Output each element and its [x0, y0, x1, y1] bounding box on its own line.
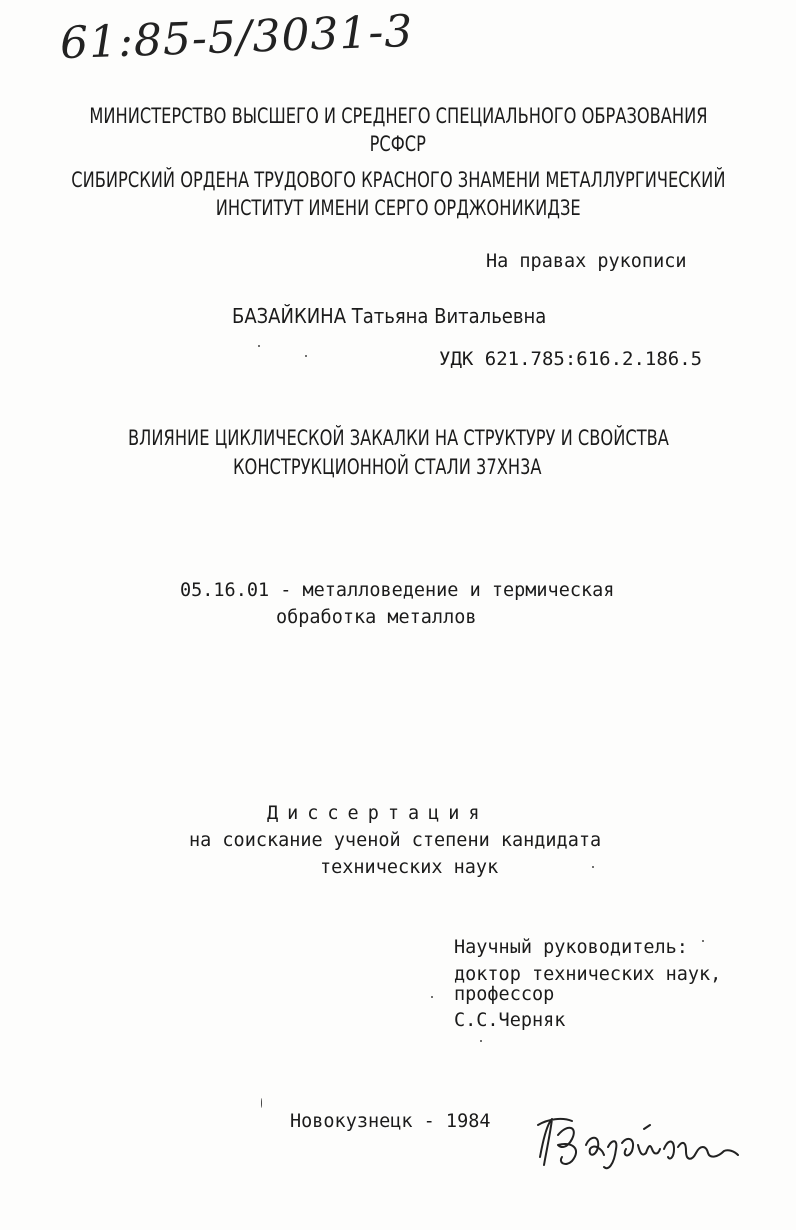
supervisor-label: Научный руководитель:	[454, 937, 688, 958]
specialty-line-1: 05.16.01 - металловедение и термическая	[180, 580, 615, 601]
ministry-line-1: МИНИСТЕРСТВО ВЫСШЕГО И СРЕДНЕГО СПЕЦИАЛЬНОГО ОБРАЗОВАНИЯ	[88, 104, 708, 128]
scan-speck	[431, 996, 433, 998]
manuscript-rights: На правах рукописи	[486, 251, 687, 272]
supervisor-title: профессор	[454, 984, 555, 1005]
udc-code: УДК 621.785:616.2.186.5	[439, 348, 703, 370]
scan-speck	[592, 866, 594, 868]
specialty-line-2: обработка металлов	[276, 607, 477, 628]
title-line-1: ВЛИЯНИЕ ЦИКЛИЧЕСКОЙ ЗАКАЛКИ НА СТРУКТУРУ И СВОЙСТВА	[127, 426, 669, 450]
author-name: БАЗАЙКИНА Татьяна Витальевна	[232, 304, 547, 328]
archive-number: 61:85-5/3031-3	[59, 5, 415, 70]
scan-speck	[305, 355, 307, 357]
scan-speck	[480, 1040, 482, 1042]
institute-line-1: СИБИРСКИЙ ОРДЕНА ТРУДОВОГО КРАСНОГО ЗНАМЕНИ МЕТАЛЛУРГИЧЕСКИЙ	[70, 168, 726, 192]
dissertation-heading: Диссертация	[267, 803, 489, 824]
scan-speck	[258, 345, 260, 347]
city-year: Новокузнецк - 1984	[290, 1111, 491, 1132]
dissertation-line-1: на соискание ученой степени кандидата	[189, 830, 602, 851]
scan-speck	[261, 1098, 262, 1108]
ministry-line-2: РСФСР	[369, 132, 427, 156]
supervisor-name: С.С.Черняк	[454, 1010, 566, 1031]
scan-speck	[702, 940, 704, 942]
title-line-2: КОНСТРУКЦИОННОЙ СТАЛИ 37ХН3А	[233, 455, 542, 479]
author-signature	[528, 1105, 748, 1175]
institute-line-2: ИНСТИТУТ ИМЕНИ СЕРГО ОРДЖОНИКИДЗЕ	[215, 196, 581, 220]
dissertation-line-2: технических наук	[320, 857, 499, 878]
supervisor-degree: доктор технических наук,	[454, 964, 722, 985]
